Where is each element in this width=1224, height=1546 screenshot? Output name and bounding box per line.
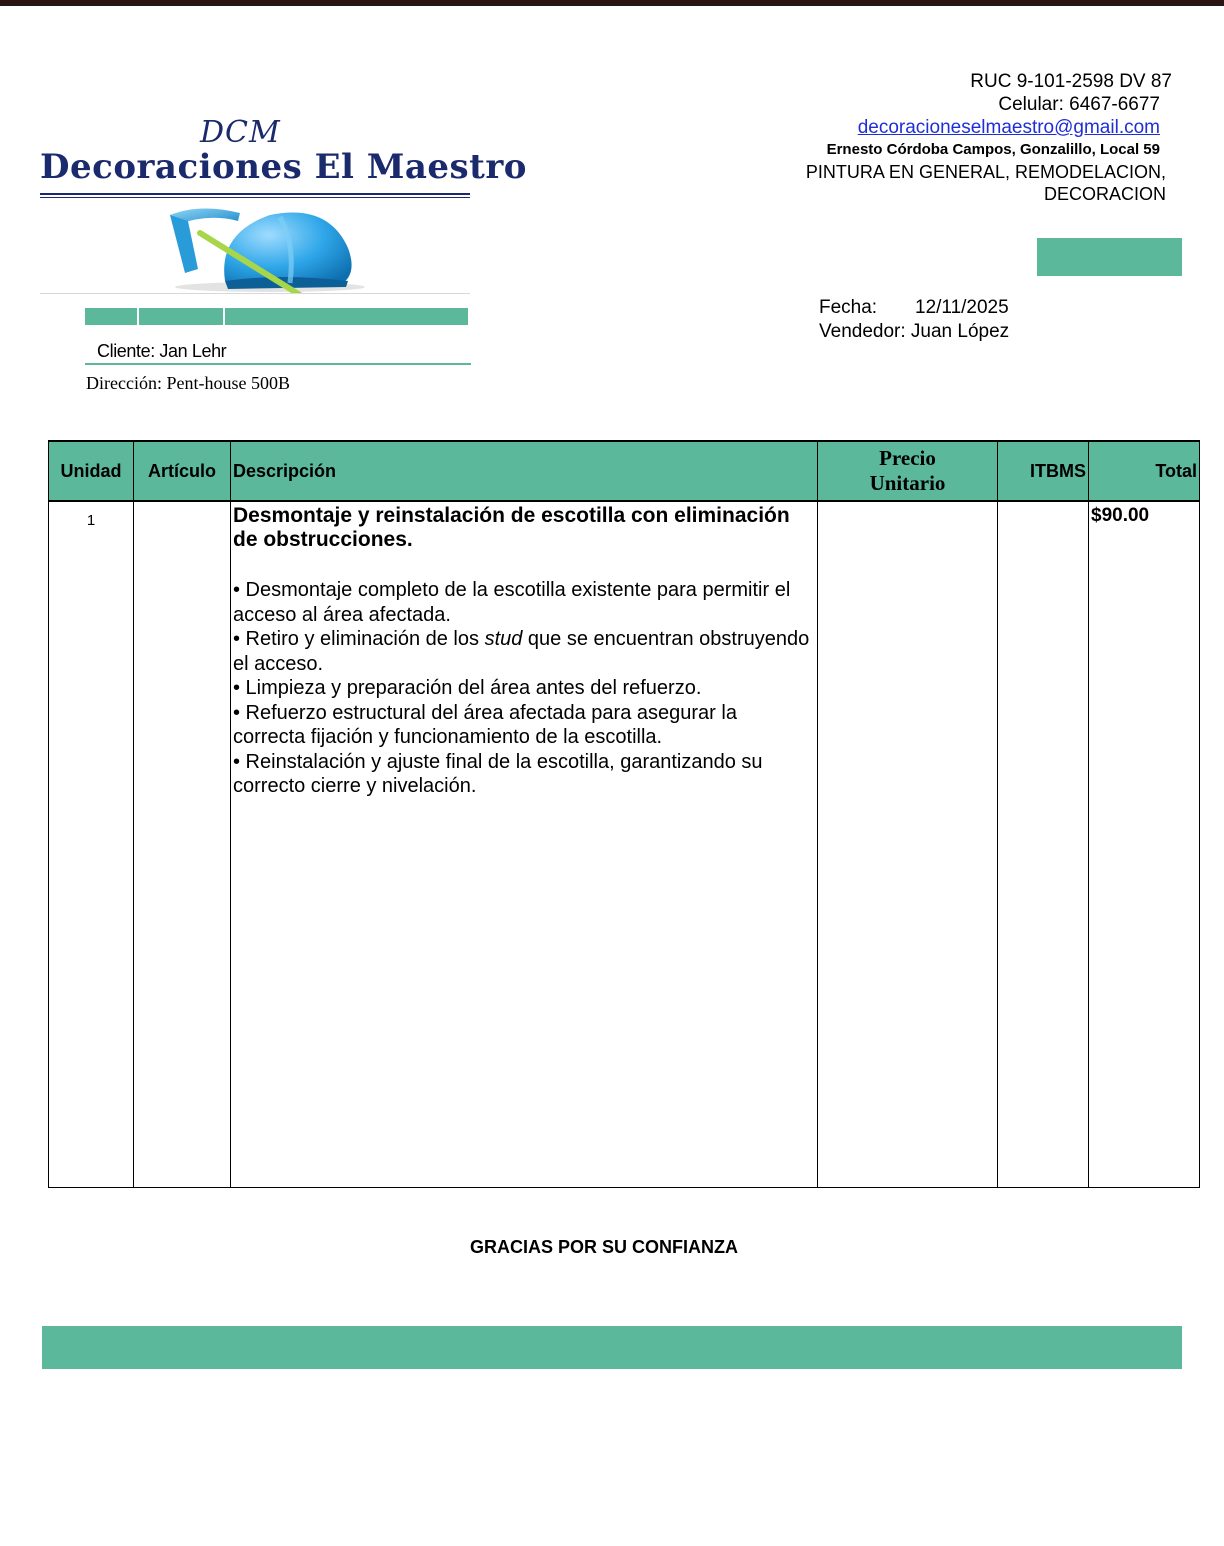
item-bullet: • Desmontaje completo de la escotilla existente para permitir el acceso al área afectada.	[233, 579, 791, 626]
item-bullets	[233, 578, 811, 799]
company-info	[752, 70, 1172, 205]
company-logo	[40, 115, 527, 300]
header-articulo: Artículo	[134, 441, 231, 501]
item-bullet: • Limpieza y preparación del área antes del refuerzo.	[233, 677, 702, 699]
company-phone: Celular: 6467-6677	[998, 94, 1160, 115]
cell-unidad: 1	[49, 501, 134, 1188]
header-unidad: Unidad	[49, 441, 134, 501]
cell-precio	[818, 501, 998, 1188]
table-header-row	[49, 441, 1200, 501]
header-precio-line2: Unitario	[869, 471, 946, 495]
thanks-message: GRACIAS POR SU CONFIANZA	[469, 1237, 738, 1257]
company-services-line2: DECORACION	[1043, 184, 1166, 204]
date-value: 12/11/2025	[915, 297, 1009, 318]
logo-base-line	[40, 293, 470, 294]
item-bullet-emphasis: stud	[484, 628, 523, 650]
item-bullet: • Refuerzo estructural del área afectada para asegurar la correcta fijación y funcionamiento de la escotilla.	[233, 701, 737, 748]
invoice-meta	[819, 296, 1009, 344]
item-bullet: • Reinstalación y ajuste final de la escotilla, garantizando su correcto cierre y nivelación.	[233, 750, 763, 797]
item-bullet-text: que se encuentran obstruyendo el acceso.	[233, 628, 810, 675]
logo-rule	[40, 193, 470, 195]
cell-total: $90.00	[1089, 501, 1200, 1188]
item-title: Desmontaje y reinstalación de escotilla con eliminación de obstrucciones.	[233, 504, 790, 551]
company-address: Ernesto Córdoba Campos, Gonzalillo, Local 59	[826, 141, 1160, 158]
cell-articulo	[134, 501, 231, 1188]
header-descripcion: Descripción	[231, 441, 818, 501]
header-precio-line1: Precio	[879, 446, 936, 470]
client-underline	[85, 363, 471, 365]
date-row	[819, 296, 1009, 320]
header-precio-unitario	[818, 441, 998, 501]
cell-descripcion	[231, 501, 818, 1188]
footer-accent-bar	[42, 1326, 1182, 1369]
accent-bar-1	[85, 308, 137, 325]
header-accent-box	[1037, 238, 1182, 276]
company-email-link[interactable]: decoracioneselmaestro@gmail.com	[857, 117, 1160, 138]
items-table	[48, 440, 1200, 1188]
item-bullet-text: • Retiro y eliminación de los	[233, 628, 485, 650]
logo-rule-thin	[40, 197, 470, 198]
client-address: Dirección: Pent-house 500B	[86, 373, 290, 393]
seller: Vendedor: Juan López	[819, 321, 1010, 342]
client-name: Cliente: Jan Lehr	[97, 341, 227, 361]
hard-hat-pickaxe-icon	[130, 203, 370, 293]
date-label: Fecha:	[819, 297, 878, 318]
logo-brand-name: Decoraciones El Maestro	[40, 147, 527, 187]
company-ruc: RUC 9-101-2598 DV 87	[970, 71, 1172, 92]
item-bullet	[233, 627, 811, 676]
accent-bar-3	[225, 308, 468, 325]
accent-bar-2	[139, 308, 223, 325]
logo-monogram: DCM	[200, 115, 281, 150]
table-row	[49, 501, 1200, 1188]
header-total: Total	[1089, 441, 1200, 501]
top-border	[0, 0, 1224, 6]
header-itbms: ITBMS	[998, 441, 1089, 501]
cell-itbms	[998, 501, 1089, 1188]
company-services-line1: PINTURA EN GENERAL, REMODELACION,	[805, 162, 1166, 182]
